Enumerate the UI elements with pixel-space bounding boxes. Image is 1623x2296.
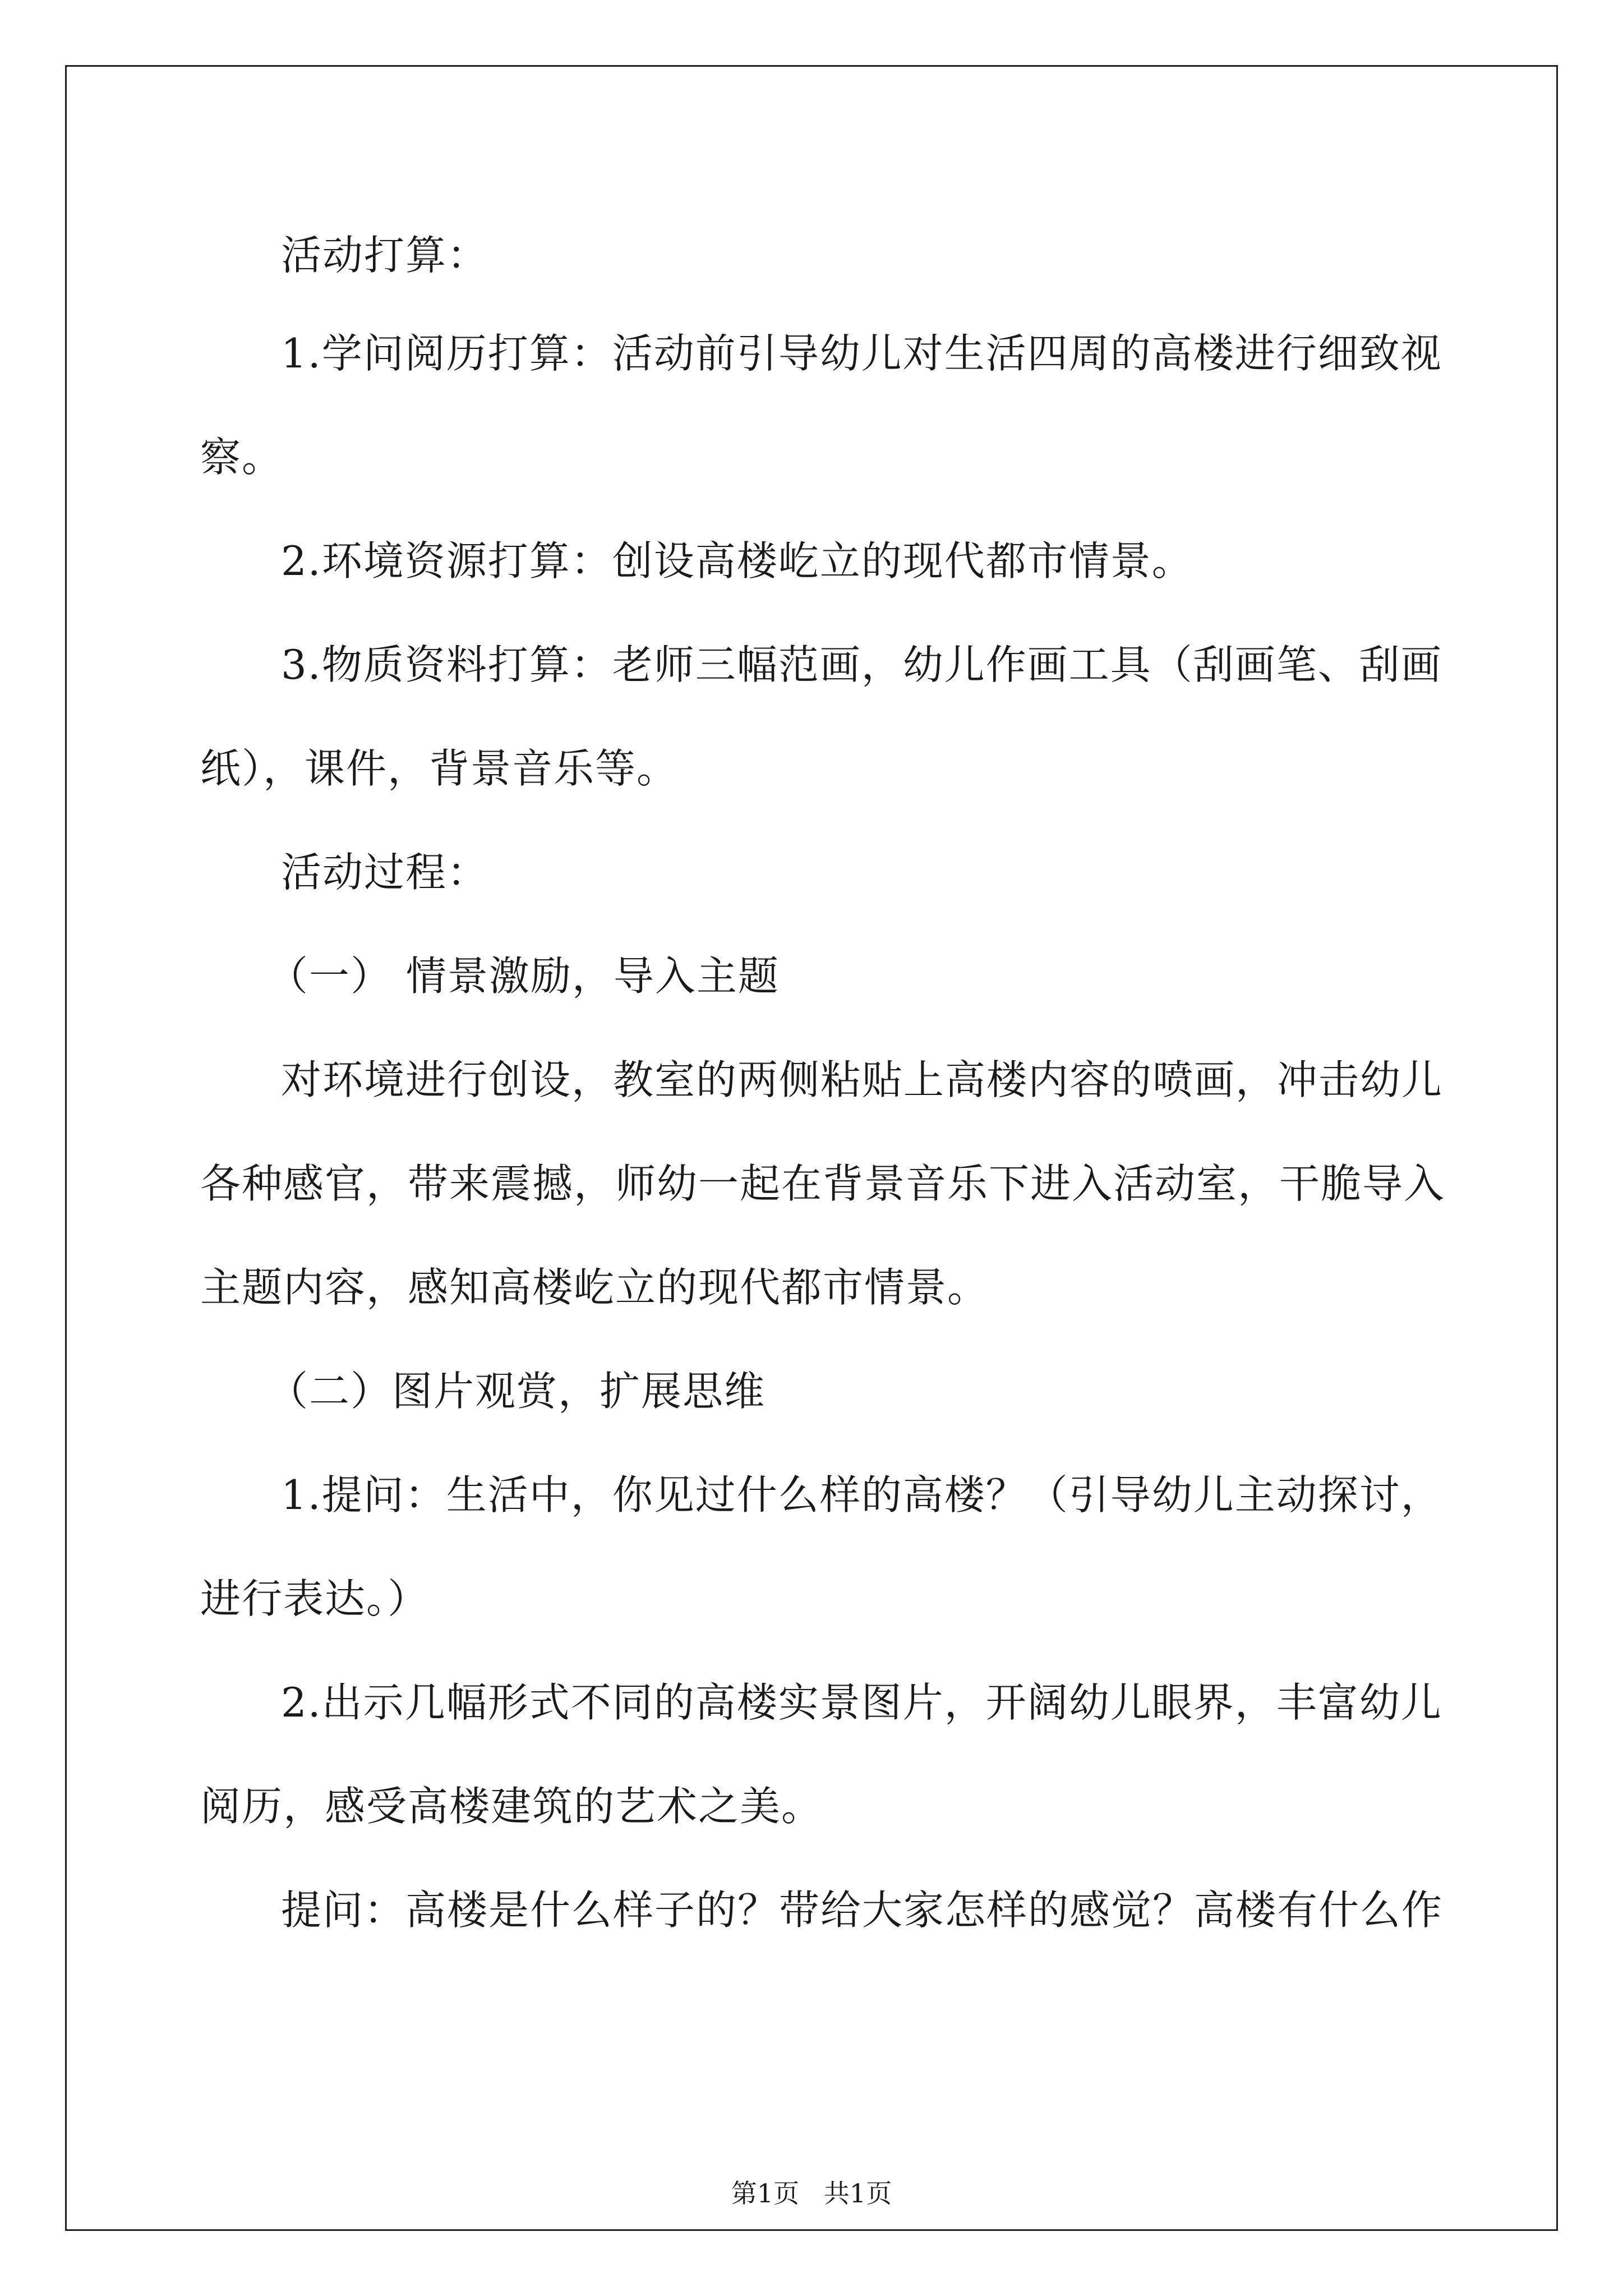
subheading-step-two: （二）图片观赏，扩展思维 [268, 1368, 766, 1415]
paragraph-line: 提问：高楼是什么样子的？带给大家怎样的感觉？高楼有什么作 [281, 1887, 1444, 1934]
section-heading-preparation: 活动打算： [281, 232, 489, 279]
paragraph-line: 2.出示几幅形式不同的高楼实景图片，开阔幼儿眼界，丰富幼儿 [281, 1679, 1442, 1726]
subheading-step-one: （一） 情景激励，导入主题 [268, 953, 780, 1000]
paragraph-line: 阅历，感受高楼建筑的艺术之美。 [200, 1783, 823, 1830]
paragraph-line: 纸），课件，背景音乐等。 [200, 745, 679, 792]
section-heading-process: 活动过程： [281, 849, 489, 896]
page-number-footer: 第1页 共1页 [731, 2178, 892, 2208]
paragraph-line: 1.学问阅历打算：活动前引导幼儿对生活四周的高楼进行细致视 [281, 330, 1442, 377]
paragraph-line: 进行表达。） [200, 1575, 430, 1622]
paragraph-line: 对环境进行创设，教室的两侧粘贴上高楼内容的喷画，冲击幼儿 [281, 1056, 1444, 1103]
paragraph-line: 2.环境资源打算：创设高楼屹立的现代都市情景。 [281, 537, 1193, 585]
paragraph-line: 各种感官，带来震撼，师幼一起在背景音乐下进入活动室，干脆导入 [200, 1160, 1446, 1207]
paragraph-line: 主题内容，感知高楼屹立的现代都市情景。 [200, 1264, 989, 1311]
paragraph-line: 3.物质资料打算：老师三幅范画，幼儿作画工具（刮画笔、刮画 [281, 641, 1442, 688]
paragraph-line: 察。 [200, 434, 284, 481]
paragraph-line: 1.提问：生活中，你见过什么样的高楼？（引导幼儿主动探讨， [281, 1471, 1442, 1519]
